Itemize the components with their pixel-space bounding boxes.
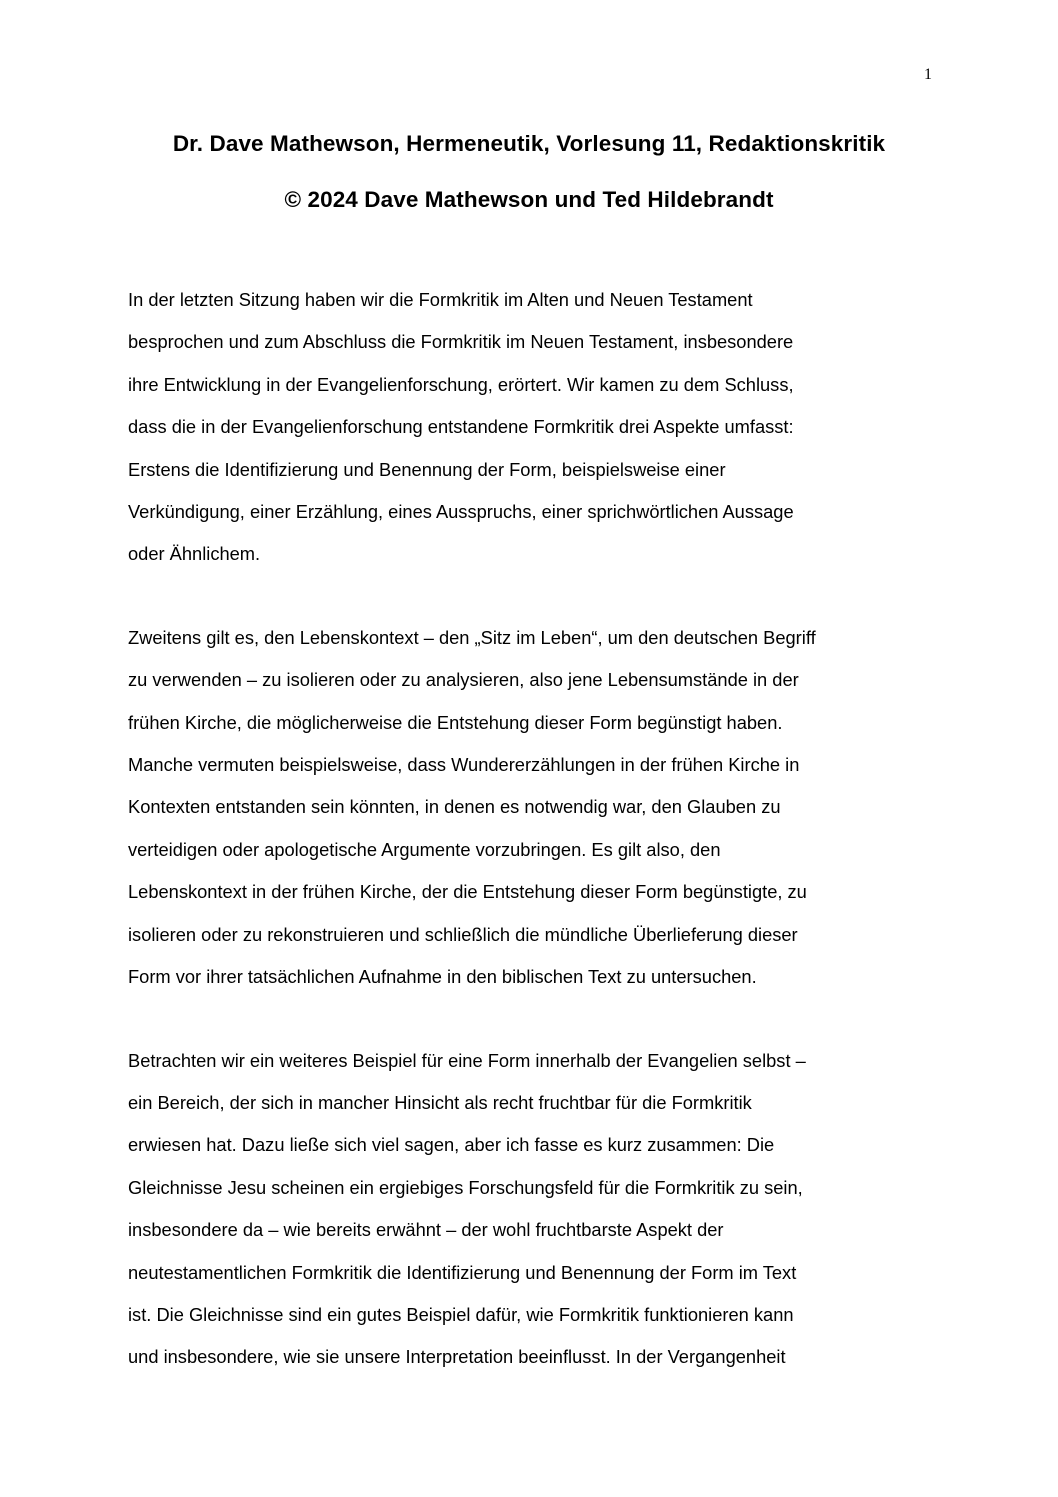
text-line: Betrachten wir ein weiteres Beispiel für eine Form innerhalb der Evangelien selbst – xyxy=(128,1049,806,1071)
document-body xyxy=(128,279,928,1420)
text-line: Form vor ihrer tatsächlichen Aufnahme in den biblischen Text zu untersuchen. xyxy=(128,966,757,988)
text-line: Manche vermuten beispielsweise, dass Wundererzählungen in der frühen Kirche in xyxy=(128,754,800,776)
paragraph-2 xyxy=(128,617,928,999)
document-title: Dr. Dave Mathewson, Hermeneutik, Vorlesung 11, Redaktionskritik xyxy=(172,131,886,156)
text-line: ihre Entwicklung in der Evangelienforschung, erörtert. Wir kamen zu dem Schluss, xyxy=(128,373,794,395)
copyright-line: © 2024 Dave Mathewson und Ted Hildebrandt xyxy=(284,187,774,212)
text-line: ein Bereich, der sich in mancher Hinsicht als recht fruchtbar für die Formkritik xyxy=(128,1091,752,1113)
paragraph-1 xyxy=(128,279,928,576)
text-line: besprochen und zum Abschluss die Formkritik im Neuen Testament, insbesondere xyxy=(128,331,794,353)
text-line: neutestamentlichen Formkritik die Identifizierung und Benennung der Form im Text xyxy=(128,1261,797,1283)
text-line: insbesondere da – wie bereits erwähnt – der wohl fruchtbarste Aspekt der xyxy=(128,1219,724,1241)
page-number: 1 xyxy=(924,66,932,83)
text-line: Verkündigung, einer Erzählung, eines Ausspruchs, einer sprichwörtlichen Aussage xyxy=(128,501,794,523)
text-line: zu verwenden – zu isolieren oder zu analysieren, also jene Lebensumstände in der xyxy=(128,669,799,691)
text-line: Gleichnisse Jesu scheinen ein ergiebiges Forschungsfeld für die Formkritik zu sein, xyxy=(128,1176,803,1198)
text-line: Erstens die Identifizierung und Benennung der Form, beispielsweise einer xyxy=(128,458,726,480)
text-line: In der letzten Sitzung haben wir die Formkritik im Alten und Neuen Testament xyxy=(128,289,753,310)
paragraph-3 xyxy=(128,1040,928,1379)
text-line: frühen Kirche, die möglicherweise die Entstehung dieser Form begünstigt haben. xyxy=(128,711,783,733)
text-line: ist. Die Gleichnisse sind ein gutes Beispiel dafür, wie Formkritik funktionieren kann xyxy=(128,1303,794,1325)
text-line: erwiesen hat. Dazu ließe sich viel sagen, aber ich fasse es kurz zusammen: Die xyxy=(128,1134,775,1156)
text-line: Zweitens gilt es, den Lebenskontext – den „Sitz im Leben“, um den deutschen Begriff xyxy=(128,626,816,648)
text-line: und insbesondere, wie sie unsere Interpretation beeinflusst. In der Vergangenheit xyxy=(128,1346,786,1368)
text-line: Kontexten entstanden sein könnten, in denen es notwendig war, den Glauben zu xyxy=(128,796,781,818)
text-line: verteidigen oder apologetische Argumente vorzubringen. Es gilt also, den xyxy=(128,838,721,860)
text-line: dass die in der Evangelienforschung entstandene Formkritik drei Aspekte umfasst: xyxy=(128,416,794,438)
text-line: isolieren oder zu rekonstruieren und schließlich die mündliche Überlieferung dieser xyxy=(128,923,798,945)
text-line: Lebenskontext in der frühen Kirche, der die Entstehung dieser Form begünstigte, zu xyxy=(128,881,807,903)
text-line: oder Ähnlichem. xyxy=(128,543,261,565)
